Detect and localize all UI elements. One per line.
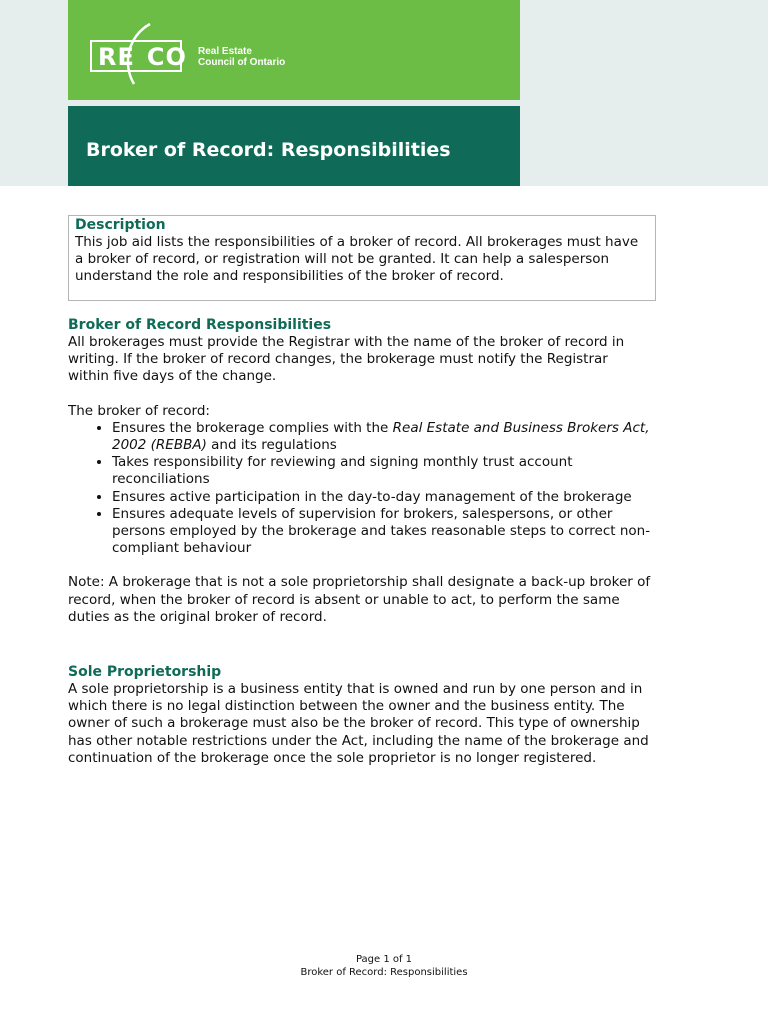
logo-wordmark: RE CO [98,43,187,71]
footer-doc-title: Broker of Record: Responsibilities [300,967,468,978]
responsibilities-list [68,420,658,558]
list-item: • Ensures the brokerage complies with the Real Estate and Business Brokers Act, 2002 (REBBA) and its regulations [112,420,658,454]
list-item: • Ensures active participation in the day-to-day management of the brokerage [112,489,658,506]
sole-proprietorship-text: A sole proprietorship is a business entity that is owned and run by one person and in which there is no legal distinction between the owner and the business entity. The owner of such a brokerage must also be the broker of record. This type of ownership has other notable restrictions under the Act, including the name of the brokerage and continuation of the brokerage once the sole proprietor is no longer registered. [68,681,649,766]
page-title: Broker of Record: Responsibilities [86,139,451,161]
org-name [198,46,285,68]
responsibilities-lead: The broker of record: [68,402,210,419]
org-name-line2: Council of Ontario [198,57,286,68]
sole-proprietorship-heading: Sole Proprietorship [68,664,222,680]
description-text: This job aid lists the responsibilities of a broker of record. All brokerages must have a broker of record, or registration will not be granted. It can help a salesperson understand the role and responsibilities of the broker of record. [75,234,639,285]
responsibilities-section [68,317,658,626]
description-box [68,215,656,301]
title-banner [68,106,520,186]
list-item: • Ensures adequate levels of supervision for brokers, salespersons, or other persons employed by the brokerage and takes reasonable steps to correct non-compliant behaviour [112,506,658,558]
description-heading: Description [75,217,166,233]
sole-proprietorship-section [68,664,658,767]
responsibilities-heading: Broker of Record Responsibilities [68,317,332,333]
logo-swoosh-icon [120,20,160,90]
responsibilities-note: Note: A brokerage that is not a sole proprietorship shall designate a back-up broker of record, when the broker of record is absent or unable to act, to perform the same duties as the original broker of record. [68,574,651,625]
logo-banner [68,0,520,100]
page-footer [0,953,768,979]
list-item: • Takes responsibility for reviewing and signing monthly trust account reconciliations [112,454,658,488]
org-name-line1: Real Estate [198,46,252,57]
page-number: Page 1 of 1 [355,954,413,965]
responsibilities-intro: All brokerages must provide the Registrar with the name of the broker of record in writing. If the broker of record changes, the brokerage must notify the Registrar within five days of the change. [68,334,625,385]
